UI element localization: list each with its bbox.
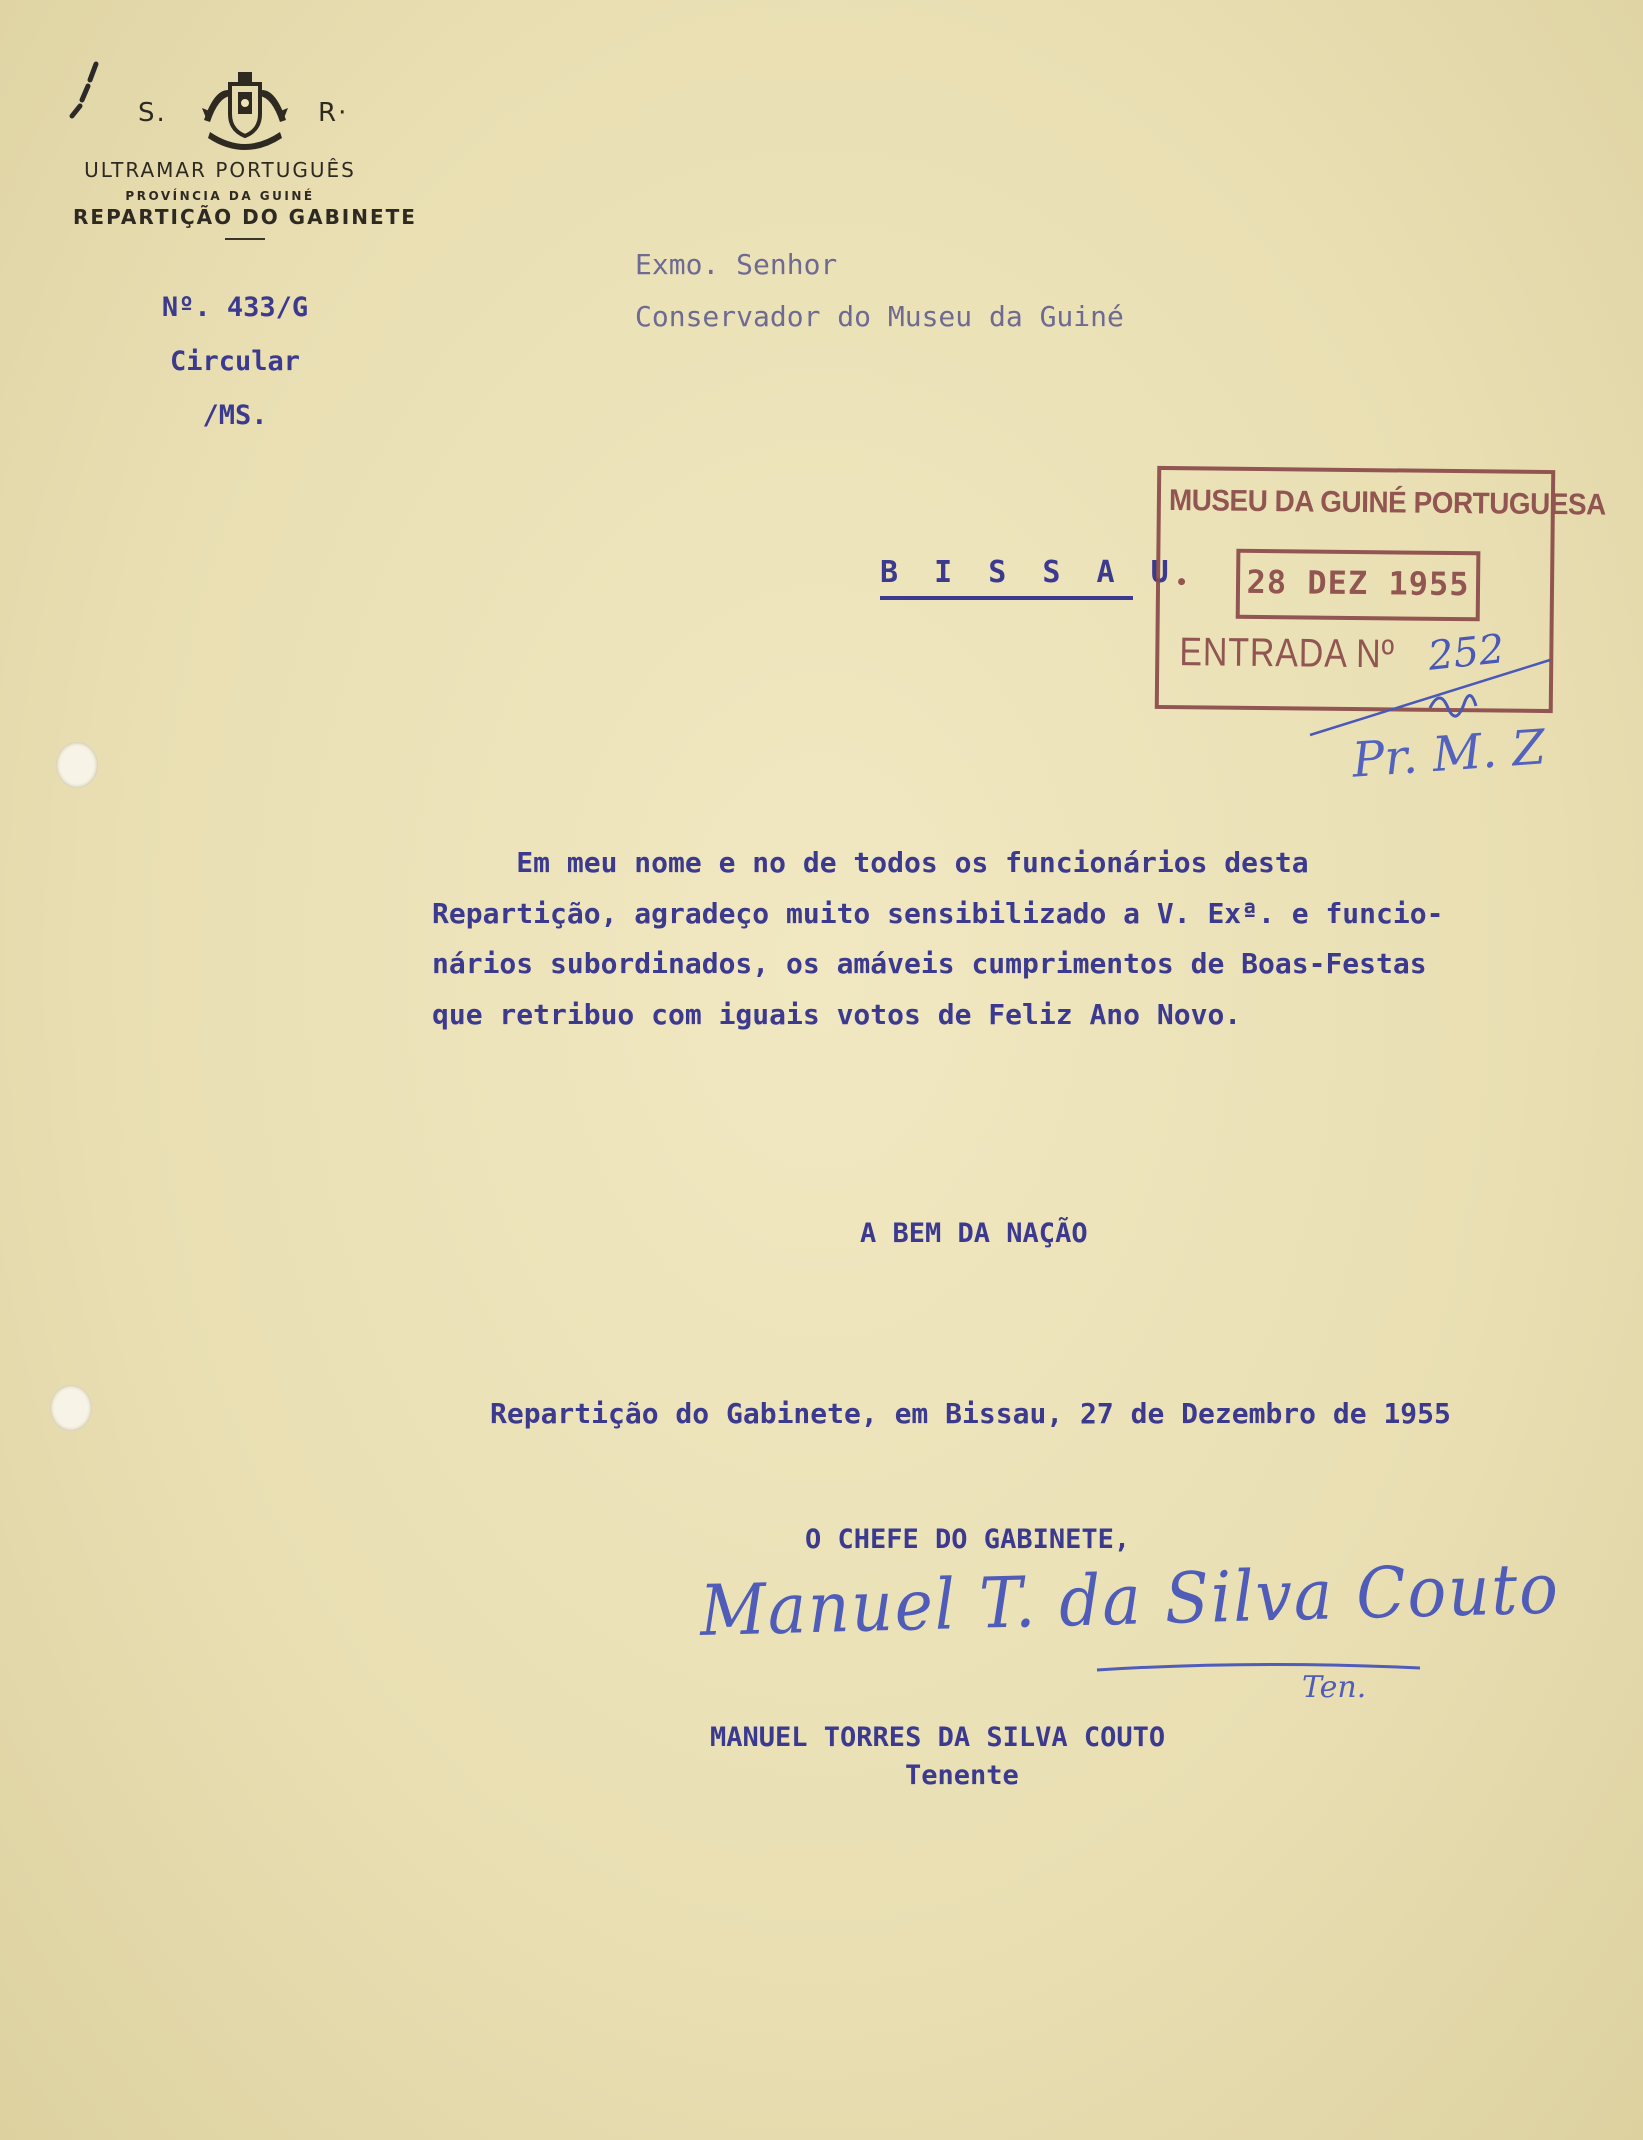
stamp-entry-number: 252 [1425,626,1507,680]
signatory-title: O CHEFE DO GABINETE, [805,1524,1131,1555]
letterhead-rule [225,238,265,240]
stamp-date: 28 DEZ 1955 [1246,562,1470,604]
letterhead-r: R· [318,98,349,128]
stamp-entrada-label: ENTRADA Nº [1179,630,1396,677]
addressee-salutation: Exmo. Senhor [635,248,838,281]
ink-mark [60,60,110,120]
body-line: Repartição, agradeço muito sensibilizado a V. Exª. e funcio- [432,896,1444,930]
letterhead-s: S. [138,98,167,128]
body-line: Em meu nome e no de todos os funcionários desta [432,846,1309,879]
signature-suffix: Ten. [1302,1670,1367,1705]
place-date-line: Repartição do Gabinete, em Bissau, 27 de Dezembro de 1955 [490,1397,1451,1430]
stamp-date-box [1236,549,1481,622]
body-line: nários subordinados, os amáveis cumprimentos de Boas-Festas [432,947,1427,980]
body-line: que retribuo com iguais votos de Feliz Ano Novo. [432,997,1242,1031]
coat-of-arms-icon [200,70,290,150]
letter-body [432,838,1592,1040]
city-heading: B I S S A U [880,555,1178,590]
handwritten-signature: Manuel T. da Silva Couto [698,1547,1561,1652]
city-underline [880,596,1133,600]
signature-underline [1095,1658,1425,1678]
signatory-name: MANUEL TORRES DA SILVA COUTO [710,1722,1166,1753]
reference-number: Nº. 433/G [161,292,309,323]
handwritten-annotation: Pr. M. Z [1350,719,1548,789]
letterhead-provincia: PROVÍNCIA DA GUINÉ [125,189,315,203]
signatory-rank: Tenente [905,1760,1019,1791]
closing-formula: A BEM DA NAÇÃO [860,1218,1088,1249]
punch-hole-bottom [50,1385,92,1431]
letterhead-reparticao: REPARTIÇÃO DO GABINETE [73,205,417,229]
reference-type: Circular [169,346,301,377]
stamp-dot [1178,578,1185,585]
reference-initials: /MS. [202,400,268,431]
stamp-title: MUSEU DA GUINÉ PORTUGUESA [1168,484,1606,522]
addressee-title: Conservador do Museu da Guiné [635,300,1124,333]
punch-hole-top [56,742,98,788]
letterhead-ultramar: ULTRAMAR PORTUGUÊS [84,158,356,182]
